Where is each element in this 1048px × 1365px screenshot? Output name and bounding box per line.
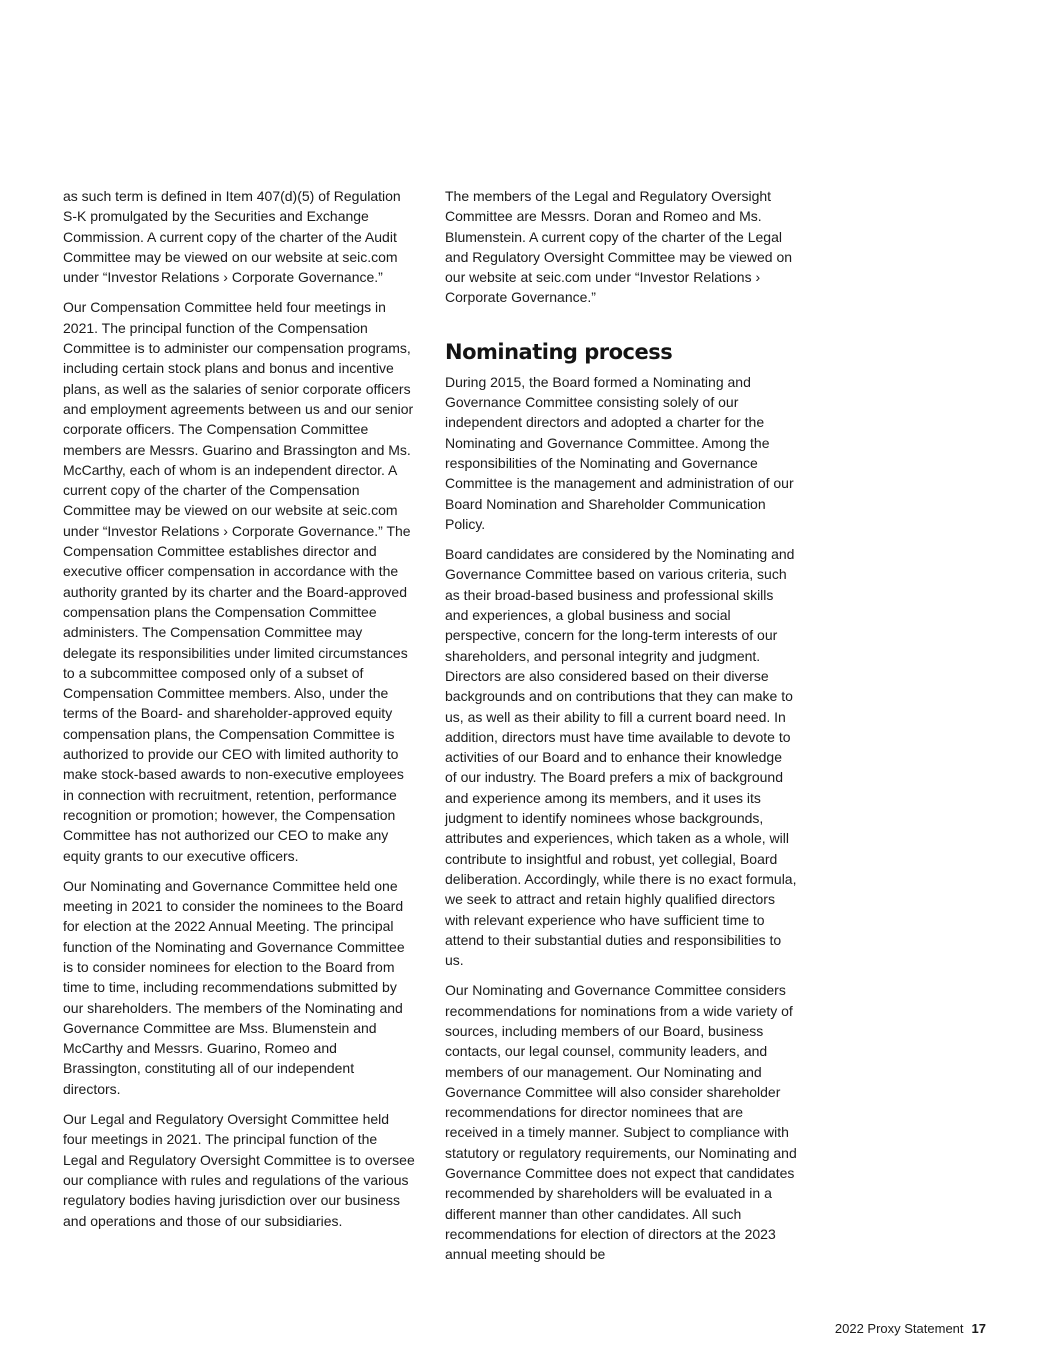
legal-oversight-members-paragraph: The members of the Legal and Regulatory Oversight Committee are Messrs. Doran and Romeo and Ms. Blumenstein. A current copy of the charter of the Legal and Regulatory Oversight Committee may be viewed on our website at seic.com under “Investor Relations › Corporate Governance.”	[445, 188, 793, 306]
page-number: 17	[971, 1321, 986, 1336]
board-candidates-criteria-paragraph: Board candidates are considered by the Nominating and Governance Committee based on various criteria, such as their broad-based business and professional skills and experiences, a global business and social perspective, concern for the long-term interests of our shareholders, and personal integrity and judgment. Directors are also considered based on their diverse backgrounds and on contributions that they can make to us, as well as their ability to fill a current board need. In addition, directors must have time available to devote to activities of our Board and to enhance their knowledge of our industry. The Board prefers a mix of background and experience among its members, and it uses its judgment to identify nominees whose backgrounds, attributes and experiences, which taken as a whole, will contribute to insightful and robust, yet collegial, Board deliberation. Accordingly, while there is no exact formula, we seek to attract and retain highly qualified directors with relevant experience who have sufficient time to attend to their substantial duties and responsibilities to us.	[445, 546, 797, 969]
audit-committee-charter-paragraph: as such term is defined in Item 407(d)(5) of Regulation S-K promulgated by the Securities and Exchange Commission. A current copy of the charter of the Audit Committee may be viewed on our website at seic.com under “Investor Relations › Corporate Governance.”	[63, 188, 401, 286]
nominating-committee-formation-paragraph: During 2015, the Board formed a Nominating and Governance Committee consisting solely of our independent directors and adopted a charter for the Nominating and Governance Committee. Among the responsibilities of the Nominating and Governance Committee is the management and administration of our Board Nomination and Shareholder Communication Policy.	[445, 373, 794, 532]
nominating-committee-paragraph: Our Nominating and Governance Committee held one meeting in 2021 to consider the nominees to the Board for election at the 2022 Annual Meeting. The principal function of the Nominating and Governance Committee is to consider nominees for election to the Board from time to time, including recommendations submitted by our shareholders. The members of the Nominating and Governance Committee are Mss. Blumenstein and McCarthy and Messrs. Guarino, Romeo and Brassington, constituting all of our independent directors.	[63, 877, 405, 1097]
footer-label: 2022 Proxy Statement	[834, 1321, 964, 1336]
legal-oversight-committee-paragraph: Our Legal and Regulatory Oversight Committee held four meetings in 2021. The principal function of the Legal and Regulatory Oversight Committee is to oversee our compliance with rules and regulations of the various regulatory bodies having jurisdiction over our business and operations and those of our subsidiaries.	[63, 1111, 415, 1229]
section-heading: Nominating process	[445, 339, 673, 364]
compensation-committee-paragraph: Our Compensation Committee held four meetings in 2021. The principal function of the Compensation Committee is to administer our compensation programs, including certain stock plans and bonus and incentive plans, as well as the salaries of senior corporate officers and employment agreements between us and our senior corporate officers. The Compensation Committee members are Messrs. Guarino and Brassington and Ms. McCarthy, each of whom is an independent director. A current copy of the charter of the Compensation Committee may be viewed on our website at seic.com under “Investor Relations › Corporate Governance.” The Compensation Committee establishes director and executive officer compensation in accordance with the authority granted by its charter and the Board-approved compensation plans the Compensation Committee administers. The Compensation Committee may delegate its responsibilities under limited circumstances to a subcommittee composed only of a subset of Compensation Committee members. Also, under the terms of the Board- and shareholder-approved equity compensation plans, the Compensation Committee is authorized to provide our CEO with limited authority to make stock-based awards to non-executive employees in connection with recruitment, retention, performance recognition or promotion; however, the Compensation Committee has not authorized our CEO to make any equity grants to our executive officers.	[63, 299, 414, 864]
left-column	[63, 186, 415, 1241]
nomination-recommendations-paragraph: Our Nominating and Governance Committee considers recommendations for nominations from a wide variety of sources, including members of our Board, business contacts, our legal counsel, community leaders, and members of our management. Our Nominating and Governance Committee will also consider shareholder recommendations for director nominees that are received in a timely manner. Subject to compliance with statutory or regulatory requirements, our Nominating and Governance Committee does not expect that candidates recommended by shareholders will be evaluated in a different manner than other candidates. All such recommendations for election of directors at the 2023 annual meeting should be	[445, 982, 797, 1263]
right-column	[445, 186, 797, 1275]
page-footer	[835, 1321, 986, 1337]
